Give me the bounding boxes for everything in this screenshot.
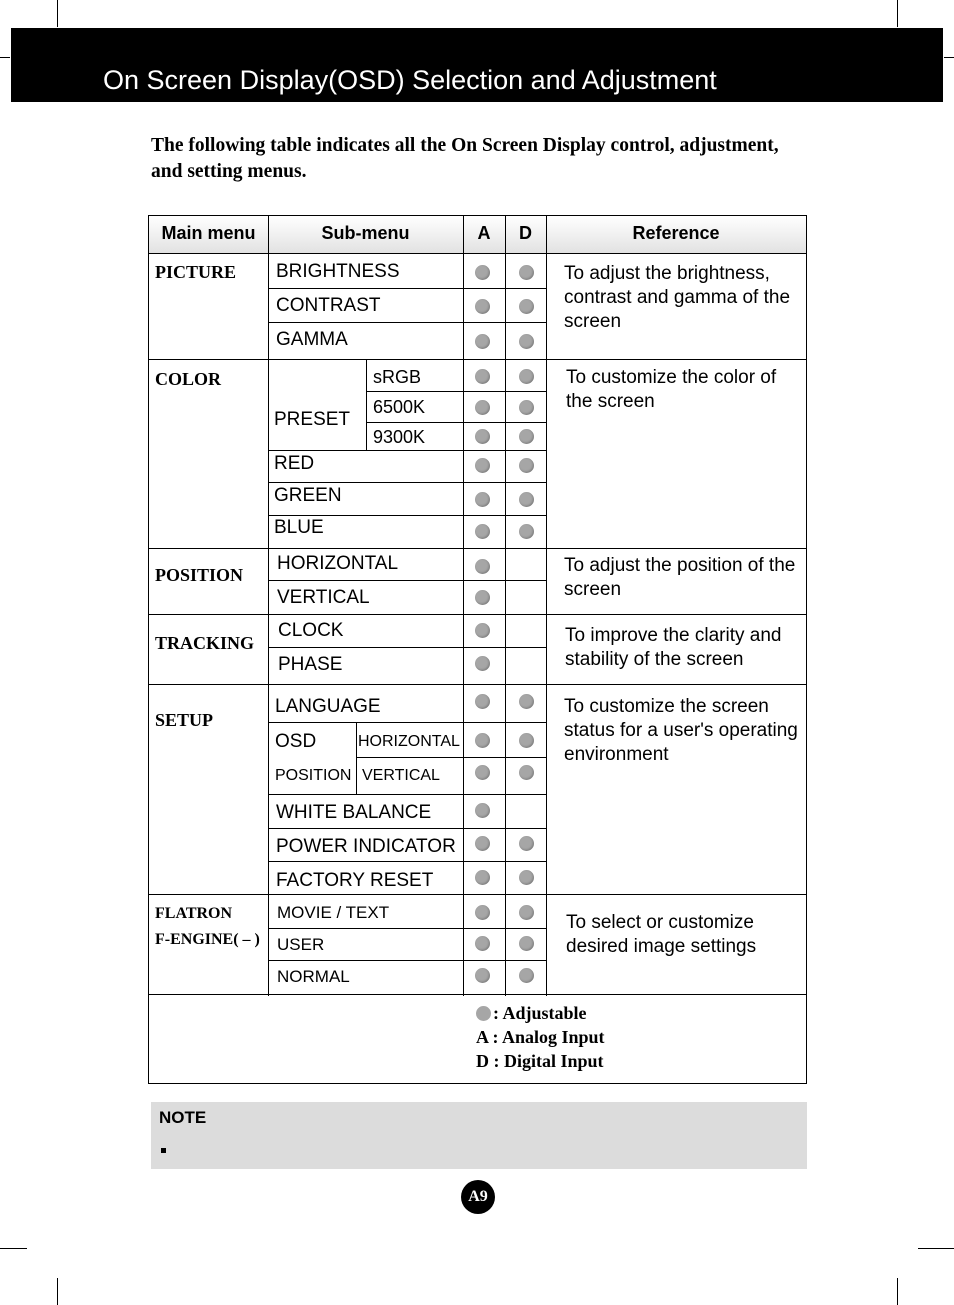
adjustable-dot-icon [475, 803, 490, 818]
col-divider [463, 216, 464, 996]
adjustable-dot-icon [475, 870, 490, 885]
bullet-icon [161, 1148, 166, 1153]
submenu-power-indicator: POWER INDICATOR [276, 836, 456, 857]
crop-mark [897, 1278, 898, 1305]
adjustable-dot-icon [475, 524, 490, 539]
osd-horizontal: HORIZONTAL [358, 733, 460, 750]
submenu-green: GREEN [274, 485, 342, 506]
adjustable-dot-icon [519, 765, 534, 780]
adjustable-dot-icon [475, 968, 490, 983]
submenu-blue: BLUE [274, 517, 324, 538]
adjustable-dot-icon [475, 836, 490, 851]
adjustable-dot-icon [475, 623, 490, 638]
main-menu-tracking: TRACKING [155, 633, 255, 653]
submenu-phase: PHASE [278, 654, 343, 675]
adjustable-dot-icon [519, 458, 534, 473]
submenu-user: USER [277, 935, 325, 954]
row-divider [268, 794, 546, 795]
crop-mark [944, 57, 954, 58]
adjustable-dot-icon [519, 400, 534, 415]
adjustable-dot-icon [475, 429, 490, 444]
row-divider [268, 450, 546, 451]
adjustable-dot-icon [475, 559, 490, 574]
col-divider [546, 216, 547, 996]
submenu-white-balance: WHITE BALANCE [276, 802, 432, 823]
submenu-factory-reset: FACTORY RESET [276, 870, 434, 891]
reference-picture: To adjust the brightness, contrast and gamma of the screen [564, 263, 791, 332]
note-title: NOTE [159, 1108, 207, 1127]
header-main-menu: Main menu [161, 223, 256, 243]
adjustable-dot-icon [519, 429, 534, 444]
adjustable-dot-icon [475, 656, 490, 671]
crop-mark [918, 1248, 954, 1249]
adjustable-dot-icon [519, 968, 534, 983]
submenu-gamma: GAMMA [276, 329, 348, 350]
submenu-red: RED [274, 453, 315, 474]
header-analog: A [477, 223, 491, 243]
flatron-line-2: F-ENGINE( – ) [155, 931, 260, 948]
reference-flatron: To select or customize desired image settings [566, 912, 757, 957]
row-divider [356, 757, 546, 758]
adjustable-dot-icon [519, 694, 534, 709]
reference-setup: To customize the screen status for a user's operating environment [564, 696, 798, 765]
adjustable-dot-icon [519, 334, 534, 349]
adjustable-dot-icon [475, 936, 490, 951]
crop-mark [0, 57, 10, 58]
adjustable-dot-icon [519, 936, 534, 951]
adjustable-dot-icon [475, 400, 490, 415]
submenu-clock: CLOCK [278, 620, 344, 641]
group-divider [149, 684, 806, 685]
main-menu-setup: SETUP [155, 710, 214, 730]
crop-mark [897, 0, 898, 27]
col-divider [366, 359, 367, 450]
submenu-brightness: BRIGHTNESS [276, 261, 400, 282]
adjustable-dot-icon [475, 458, 490, 473]
adjustable-dot-icon [519, 870, 534, 885]
adjustable-dot-icon [519, 905, 534, 920]
col-divider [356, 722, 357, 794]
table-header-row [149, 216, 806, 254]
row-divider [268, 722, 546, 723]
main-menu-flatron [155, 901, 260, 953]
legend-digital: D : Digital Input [476, 1051, 604, 1071]
reference-color: To customize the color of the screen [566, 367, 777, 412]
row-divider [268, 288, 546, 289]
preset-9300k: 9300K [373, 427, 426, 447]
col-divider [268, 216, 269, 996]
adjustable-dot-icon [519, 299, 534, 314]
main-menu-color: COLOR [155, 369, 222, 389]
adjustable-dot-icon [476, 1006, 491, 1021]
preset-srgb: sRGB [373, 367, 422, 387]
adjustable-dot-icon [475, 492, 490, 507]
submenu-contrast: CONTRAST [276, 295, 381, 316]
crop-mark [0, 1248, 27, 1249]
submenu-preset: PRESET [274, 409, 351, 430]
adjustable-dot-icon [519, 265, 534, 280]
reference-position: To adjust the position of the screen [564, 555, 796, 600]
adjustable-dot-icon [475, 765, 490, 780]
group-divider [149, 359, 806, 360]
submenu-horizontal: HORIZONTAL [277, 553, 399, 574]
group-divider [149, 894, 806, 895]
row-divider [268, 828, 546, 829]
legend-analog: A : Analog Input [476, 1027, 605, 1047]
preset-6500k: 6500K [373, 397, 426, 417]
row-divider [268, 322, 546, 323]
crop-mark [57, 0, 58, 27]
adjustable-dot-icon [475, 265, 490, 280]
adjustable-dot-icon [475, 299, 490, 314]
header-digital: D [519, 223, 532, 243]
header-sub-menu: Sub-menu [321, 223, 410, 243]
note-box [151, 1102, 807, 1169]
legend [476, 1001, 605, 1073]
adjustable-dot-icon [475, 733, 490, 748]
row-divider [268, 861, 546, 862]
main-menu-picture: PICTURE [155, 262, 237, 282]
adjustable-dot-icon [519, 492, 534, 507]
submenu-normal: NORMAL [277, 967, 350, 986]
submenu-osd: OSD [275, 731, 317, 752]
row-divider [366, 391, 546, 392]
legend-adjustable [476, 1001, 605, 1025]
adjustable-dot-icon [475, 334, 490, 349]
row-divider [268, 960, 546, 961]
adjustable-dot-icon [519, 524, 534, 539]
submenu-movie-text: MOVIE / TEXT [277, 903, 390, 922]
osd-menu-table [148, 215, 807, 1084]
submenu-vertical: VERTICAL [277, 587, 370, 608]
main-menu-position: POSITION [155, 565, 244, 585]
group-divider [149, 548, 806, 549]
adjustable-dot-icon [475, 369, 490, 384]
submenu-osd-position: POSITION [275, 767, 352, 784]
flatron-line-1: FLATRON [155, 905, 233, 922]
header-bar [11, 28, 943, 102]
row-divider [366, 422, 546, 423]
osd-vertical: VERTICAL [362, 767, 440, 784]
header-reference: Reference [632, 223, 720, 243]
col-divider [505, 216, 506, 996]
adjustable-dot-icon [475, 590, 490, 605]
adjustable-dot-icon [519, 733, 534, 748]
adjustable-dot-icon [519, 836, 534, 851]
group-divider [149, 614, 806, 615]
adjustable-dot-icon [475, 905, 490, 920]
group-divider [149, 994, 806, 995]
row-divider [268, 928, 546, 929]
row-divider [268, 482, 546, 483]
row-divider [268, 647, 546, 648]
intro-text: The following table indicates all the On Screen Display control, adjustment, and setting menus. [151, 135, 779, 182]
legend-adjustable-text: : Adjustable [493, 1003, 587, 1023]
page-number: A9 [461, 1180, 495, 1214]
submenu-language: LANGUAGE [275, 696, 381, 717]
adjustable-dot-icon [475, 694, 490, 709]
adjustable-dot-icon [519, 369, 534, 384]
row-divider [268, 580, 546, 581]
crop-mark [57, 1278, 58, 1305]
reference-tracking: To improve the clarity and stability of the screen [565, 625, 782, 670]
page-title: On Screen Display(OSD) Selection and Adjustment [103, 65, 717, 95]
